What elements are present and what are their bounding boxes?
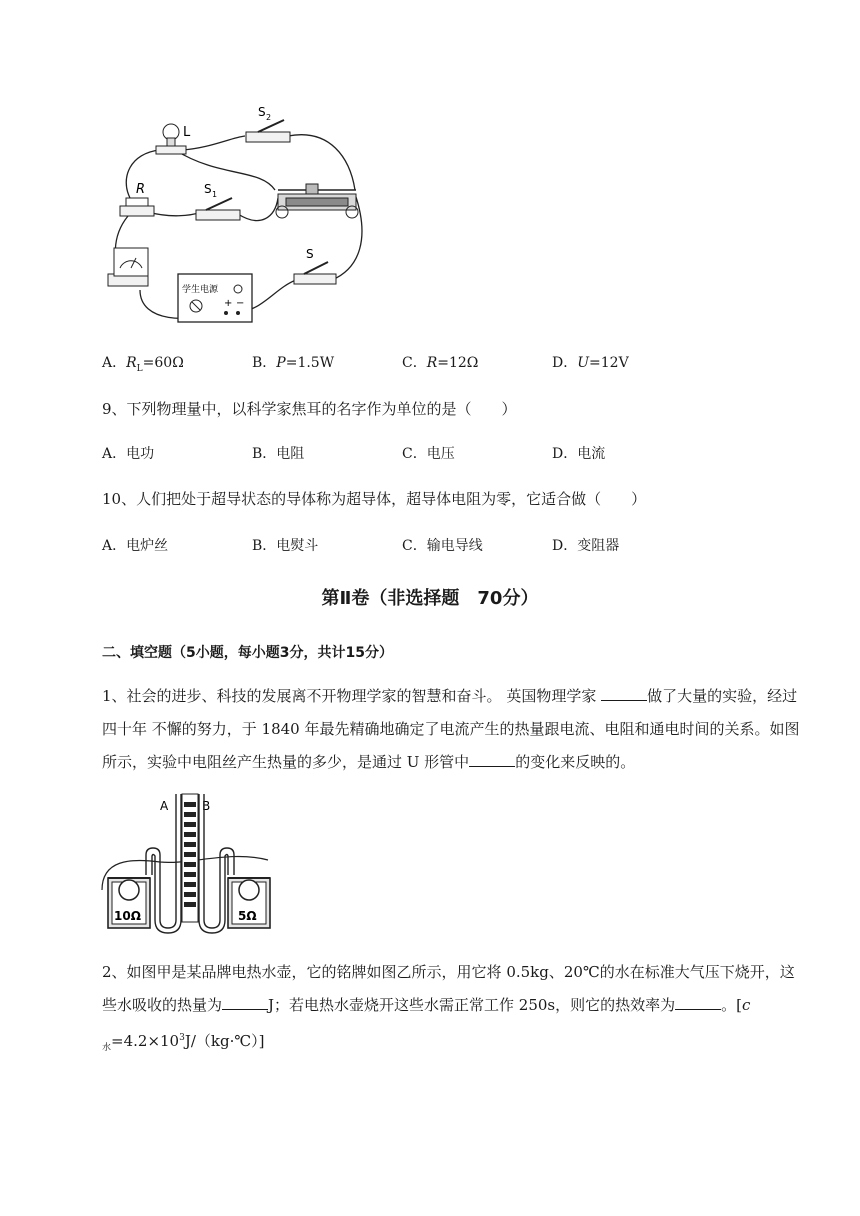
svg-text:1: 1	[212, 190, 218, 199]
fill1-blank-2[interactable]	[469, 752, 515, 767]
u-tube-label-a: A	[160, 799, 169, 813]
switch2-label: S	[258, 105, 266, 119]
q8-option-c: C．R=12Ω	[402, 355, 479, 371]
q9-option-a: A．电功	[102, 446, 155, 462]
fill1-blank-1[interactable]	[601, 686, 647, 701]
q8-option-a: A．$R_L=60\Omega$	[102, 355, 184, 374]
left-resistor-label: 10Ω	[114, 909, 141, 923]
fill2-blank-1[interactable]	[222, 995, 268, 1010]
switch1-label: S	[204, 182, 212, 196]
q10-option-c: C．输电导线	[402, 538, 483, 554]
q10-option-d: D．变阻器	[552, 538, 620, 554]
circuit-diagram	[100, 98, 370, 328]
svg-text:+: +	[224, 298, 233, 309]
fill2-blank-2[interactable]	[675, 995, 721, 1010]
fill1-paragraph: 1、社会的进步、科技的发展离不开物理学家的智慧和奋斗。 英国物理学家 做了大量的实验，经过四十年 不懈的努力，于 1840 年最先精确地确定了电流产生的热量跟电流、电阻和通电时间的关系。如图所示，实验中电阻丝产生热量的多少，是通过 U 形管中 的变化来反映的。	[102, 687, 800, 771]
q10-option-b: B．电熨斗	[252, 538, 319, 554]
u-tube-diagram	[100, 790, 280, 935]
q10-option-a: A．电炉丝	[102, 538, 169, 554]
q9-option-b: B．电阻	[252, 446, 305, 462]
lamp-label: L	[183, 125, 191, 140]
q8-option-d: D．U=12V	[552, 355, 629, 371]
q10-question: 10、人们把处于超导状态的导体称为超导体，超导体电阻为零，它适合做（ ）	[102, 490, 647, 508]
svg-text:2: 2	[266, 113, 272, 122]
resistor-label: R	[136, 182, 146, 197]
svg-text:−: −	[236, 298, 245, 309]
q9-question: 9、下列物理量中，以科学家焦耳的名字作为单位的是（ ）	[102, 400, 517, 418]
q9-option-c: C．电压	[402, 446, 455, 462]
section2-heading: 二、填空题（5小题，每小题3分，共计15分）	[102, 645, 393, 661]
fill2-paragraph: 2、如图甲是某品牌电热水壶，它的铭牌如图乙所示，用它将 0.5kg、20℃的水在标准大气压下烧开，这些水吸收的热量为 J；若电热水壶烧开这些水需正常工作 250s，则它的热效率为 。[c $_水=4.2\times 10^3J/(kg\cdot℃)$]	[102, 963, 795, 1053]
q8-option-b: B．P=1.5W	[252, 355, 335, 371]
right-resistor-label: 5Ω	[238, 909, 257, 923]
part2-title: 第Ⅱ卷（非选择题 70分）	[321, 588, 539, 609]
power-supply-label: 学生电源	[182, 285, 219, 295]
u-tube-label-b: B	[202, 799, 211, 813]
q9-option-d: D．电流	[552, 446, 606, 462]
main-switch-label: S	[306, 247, 314, 261]
